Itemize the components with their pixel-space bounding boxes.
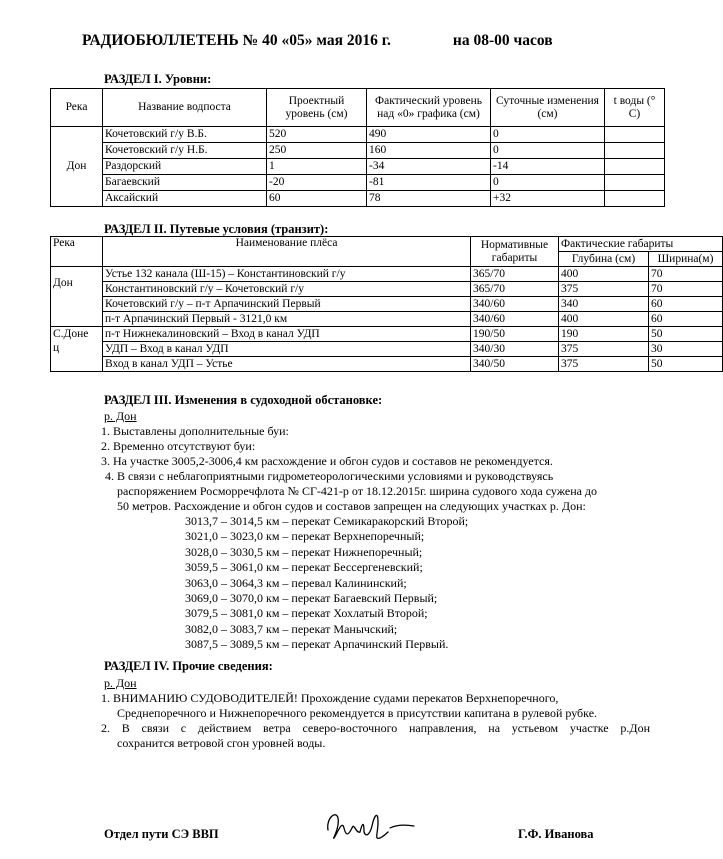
water-temp xyxy=(605,159,665,175)
norm-dims: 340/30 xyxy=(471,342,559,357)
levels-h-design: Проектный уровень (см) xyxy=(267,89,367,127)
transit-h-river: Река xyxy=(51,237,103,267)
levels-header-row xyxy=(51,89,665,127)
transit-h-fact: Фактические габариты xyxy=(559,237,723,252)
section4-item1-line2: Среднепоречного и Нижнепоречного рекомендуется в присутствии капитана в рулевой рубке. xyxy=(117,706,598,720)
design-level: -20 xyxy=(267,175,367,191)
transit-table xyxy=(50,236,723,372)
norm-dims: 340/50 xyxy=(471,357,559,372)
table-row xyxy=(51,143,665,159)
station-name: Аксайский xyxy=(103,191,267,207)
norm-dims: 340/60 xyxy=(471,312,559,327)
list-item: 3013,7 – 3014,5 км – перекат Семикаракорский Второй; xyxy=(185,514,469,528)
list-item: 3069,0 – 3070,0 км – перекат Багаевский Первый; xyxy=(185,591,438,606)
depth: 375 xyxy=(559,357,649,372)
depth: 375 xyxy=(559,282,649,297)
reach-name: Кочетовский г/у – п-т Арпачинский Первый xyxy=(103,297,471,312)
station-name: Кочетовский г/у Н.Б. xyxy=(103,143,267,159)
table-row xyxy=(51,175,665,191)
table-row xyxy=(51,342,723,357)
transit-h-name: Наименование плёса xyxy=(103,237,471,267)
daily-change: 0 xyxy=(491,127,605,143)
station-name: Раздорский xyxy=(103,159,267,175)
levels-table xyxy=(50,88,665,207)
station-name: Багаевский xyxy=(103,175,267,191)
daily-change: +32 xyxy=(491,191,605,207)
width: 30 xyxy=(649,342,723,357)
norm-dims: 365/70 xyxy=(471,282,559,297)
reach-name: Константиновский г/у – Кочетовский г/у xyxy=(103,282,471,297)
table-row xyxy=(51,127,665,143)
signature xyxy=(322,806,420,848)
transit-header-row xyxy=(51,237,723,252)
section4-item1-line1: 1. ВНИМАНИЮ СУДОВОДИТЕЛЕЙ! Прохождение судами перекатов Верхнепоречного, xyxy=(101,691,559,705)
table-row xyxy=(51,191,665,207)
section1-title: РАЗДЕЛ I. Уровни: xyxy=(104,72,212,86)
section3-title: РАЗДЕЛ III. Изменения в судоходной обстановке: xyxy=(104,393,383,407)
section3-river: р. Дон xyxy=(104,409,137,423)
transit-h-width: Ширина(м) xyxy=(649,252,723,267)
reach-name: Вход в канал УДП – Устье xyxy=(103,357,471,372)
table-row xyxy=(51,327,723,342)
restricted-stretches-list xyxy=(185,514,468,653)
section3-item4-line3: 50 метров. Расхождение и обгон судов и составов запрещен на следующих участках р. Дон: xyxy=(117,499,586,513)
water-temp xyxy=(605,143,665,159)
depth: 375 xyxy=(559,342,649,357)
reach-name: УДП – Вход в канал УДП xyxy=(103,342,471,357)
water-temp xyxy=(605,175,665,191)
levels-h-river: Река xyxy=(51,89,103,127)
actual-level: -34 xyxy=(367,159,491,175)
design-level: 60 xyxy=(267,191,367,207)
width: 70 xyxy=(649,282,723,297)
river-name-part1: С.Доне xyxy=(53,328,89,340)
list-item: 3059,5 – 3061,0 км – перекат Бессергеневский; xyxy=(185,560,423,575)
list-item: 3021,0 – 3023,0 км – перекат Верхнепоречный; xyxy=(185,529,425,544)
list-item: 3063,0 – 3064,3 км – перевал Калининский; xyxy=(185,575,407,590)
design-level: 250 xyxy=(267,143,367,159)
levels-h-daily: Суточные изменения (см) xyxy=(491,89,605,127)
section3-item1: 1. Выставлены дополнительные буи: xyxy=(101,424,289,438)
daily-change: -14 xyxy=(491,159,605,175)
levels-h-temp: t воды (° С) xyxy=(605,89,665,127)
list-item: 3028,0 – 3030,5 км – перекат Нижнепоречный; xyxy=(185,544,423,559)
section2-title: РАЗДЕЛ II. Путевые условия (транзит): xyxy=(104,222,329,236)
table-row xyxy=(51,312,723,327)
section4-title: РАЗДЕЛ IV. Прочие сведения: xyxy=(104,659,273,673)
bulletin-title xyxy=(82,32,553,50)
footer-dept: Отдел пути СЭ ВВП xyxy=(104,827,219,841)
norm-dims: 340/60 xyxy=(471,297,559,312)
transit-river-sdonets xyxy=(51,327,103,372)
levels-h-station: Название водпоста xyxy=(103,89,267,127)
reach-name: п-т Нижнекалиновский – Вход в канал УДП xyxy=(103,327,471,342)
water-temp xyxy=(605,127,665,143)
list-item: 3082,0 – 3083,7 км – перекат Манычский; xyxy=(185,621,398,636)
river-name-part2: ц xyxy=(53,342,60,354)
table-row xyxy=(51,357,723,372)
levels-h-actual: Фактический уровень над «0» графика (см) xyxy=(367,89,491,127)
width: 60 xyxy=(649,312,723,327)
list-item: 3087,5 – 3089,5 км – перекат Арпачинский Первый. xyxy=(185,637,449,652)
actual-level: 490 xyxy=(367,127,491,143)
title-time: на 08-00 часов xyxy=(452,32,553,49)
section4-item2-line1: 2. В связи с действием ветра северо-восточного направления, на устьевом участке р.Дон xyxy=(101,721,650,735)
transit-h-depth: Глубина (см) xyxy=(559,252,649,267)
actual-level: 160 xyxy=(367,143,491,159)
depth: 190 xyxy=(559,327,649,342)
section3-item3: 3. На участке 3005,2-3006,4 км расхождение и обгон судов и составов не рекомендуется. xyxy=(101,454,553,468)
width: 50 xyxy=(649,357,723,372)
actual-level: 78 xyxy=(367,191,491,207)
design-level: 520 xyxy=(267,127,367,143)
norm-dims: 365/70 xyxy=(471,267,559,282)
section3-item2: 2. Временно отсутствуют буи: xyxy=(101,439,256,453)
depth: 400 xyxy=(559,312,649,327)
table-row xyxy=(51,282,723,297)
width: 60 xyxy=(649,297,723,312)
daily-change: 0 xyxy=(491,143,605,159)
daily-change: 0 xyxy=(491,175,605,191)
section4-item2-line2: сохранится ветровой сгон уровней воды. xyxy=(117,736,326,750)
width: 50 xyxy=(649,327,723,342)
table-row xyxy=(51,297,723,312)
depth: 400 xyxy=(559,267,649,282)
list-item: 3079,5 – 3081,0 км – перекат Хохлатый Второй; xyxy=(185,606,428,621)
norm-dims: 190/50 xyxy=(471,327,559,342)
transit-h-norm: Нормативные габариты xyxy=(471,237,559,267)
title-text: РАДИОБЮЛЛЕТЕНЬ № 40 «05» мая 2016 г. xyxy=(82,32,391,49)
width: 70 xyxy=(649,267,723,282)
station-name: Кочетовский г/у В.Б. xyxy=(103,127,267,143)
section4-river: р. Дон xyxy=(104,676,137,690)
transit-river-don: Дон xyxy=(51,267,103,327)
depth: 340 xyxy=(559,297,649,312)
reach-name: Устье 132 канала (Ш-15) – Константиновский г/у xyxy=(103,267,471,282)
actual-level: -81 xyxy=(367,175,491,191)
table-row xyxy=(51,159,665,175)
levels-river: Дон xyxy=(51,127,103,207)
water-temp xyxy=(605,191,665,207)
design-level: 1 xyxy=(267,159,367,175)
reach-name: п-т Арпачинский Первый - 3121,0 км xyxy=(103,312,471,327)
table-row xyxy=(51,267,723,282)
section3-item4-line2: распоряжением Росморречфлота № СГ-421-р от 18.12.2015г. ширина судового хода сужена до xyxy=(117,484,598,498)
section3-item4-line1: 4. В связи с неблагоприятными гидрометеорологическими условиями и руководствуясь xyxy=(105,469,554,483)
footer-signer: Г.Ф. Иванова xyxy=(518,827,594,841)
